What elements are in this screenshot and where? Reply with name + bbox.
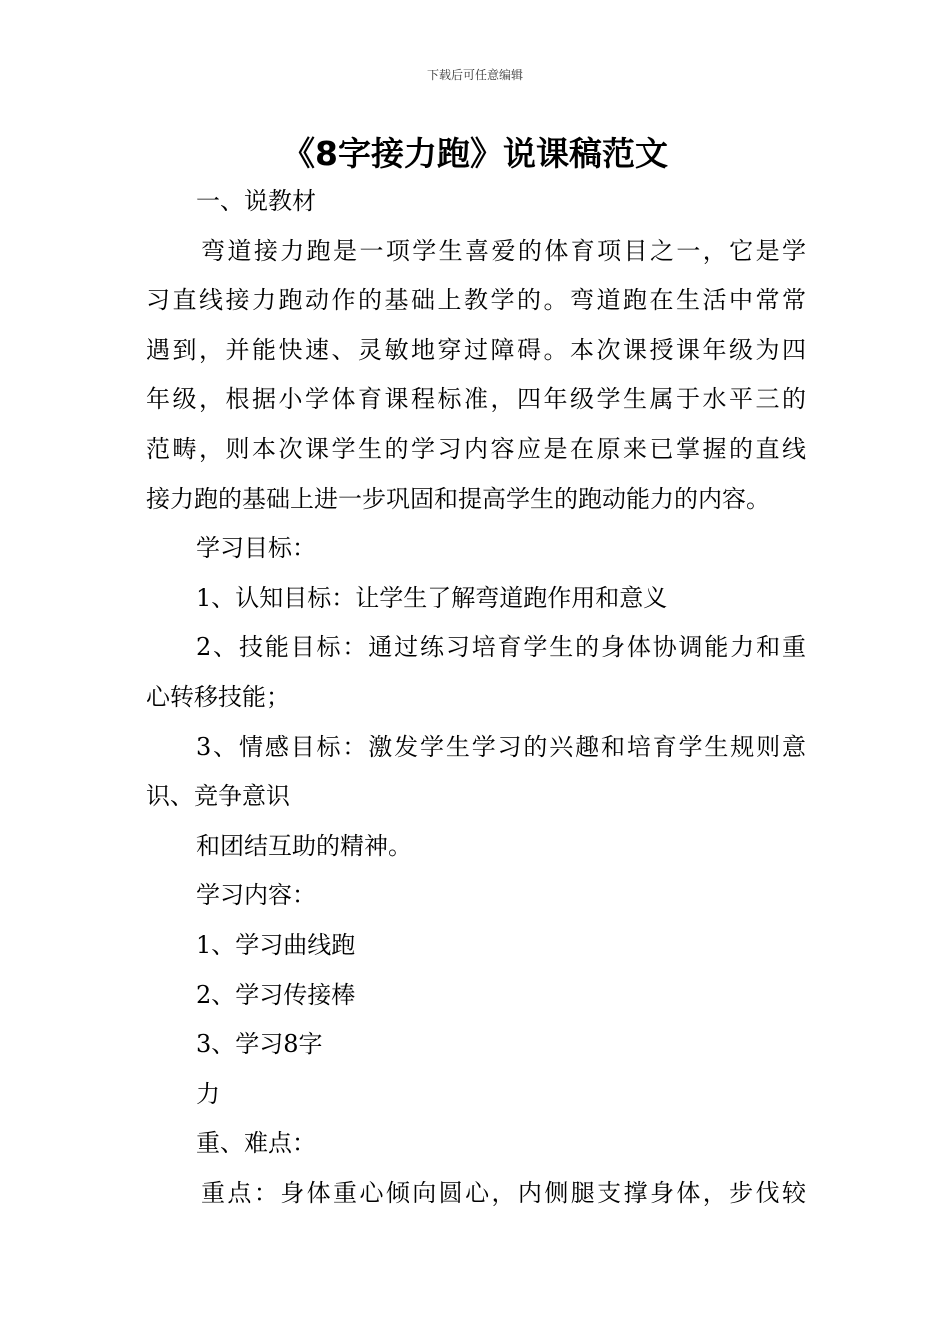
list-item: 3、情感目标：激发学生学习的兴趣和培育学生规则意	[196, 732, 806, 761]
section-heading: 学习内容：	[196, 881, 316, 910]
paragraph-line: 遇到，并能快速、灵敏地穿过障碍。本次课授课年级为四	[146, 335, 806, 364]
paragraph-line: 年级，根据小学体育课程标准，四年级学生属于水平三的	[146, 385, 806, 414]
section-heading: 重、难点：	[196, 1129, 316, 1158]
section-heading: 学习目标：	[196, 534, 316, 563]
document-title: 《8字接力跑》说课稿范文	[282, 134, 668, 173]
paragraph-line: 重点：身体重心倾向圆心，内侧腿支撑身体，步伐较	[201, 1178, 806, 1207]
paragraph-line: 接力跑的基础上进一步巩固和提高学生的跑动能力的内容。	[146, 484, 770, 513]
list-item-continuation: 力	[196, 1079, 220, 1108]
paragraph-line: 习直线接力跑动作的基础上教学的。弯道跑在生活中常常	[146, 286, 806, 315]
list-item: 1、认知目标：让学生了解弯道跑作用和意义	[196, 583, 668, 612]
paragraph-line: 弯道接力跑是一项学生喜爱的体育项目之一，它是学	[201, 236, 806, 265]
list-item: 1、学习曲线跑	[196, 930, 356, 959]
list-item: 2、技能目标：通过练习培育学生的身体协调能力和重	[196, 633, 806, 662]
list-item: 2、学习传接棒	[196, 980, 356, 1009]
paragraph-line: 范畴，则本次课学生的学习内容应是在原来已掌握的直线	[146, 434, 806, 463]
section-heading: 一、说教材	[196, 187, 316, 215]
list-item: 3、学习8字	[196, 1030, 323, 1059]
paragraph-line: 和团结互助的精神。	[196, 831, 412, 860]
document-body	[146, 177, 806, 1218]
header-note: 下载后可任意编辑	[426, 68, 523, 82]
list-item-continuation: 识、竞争意识	[146, 782, 290, 811]
list-item-continuation: 心转移技能；	[146, 682, 290, 711]
